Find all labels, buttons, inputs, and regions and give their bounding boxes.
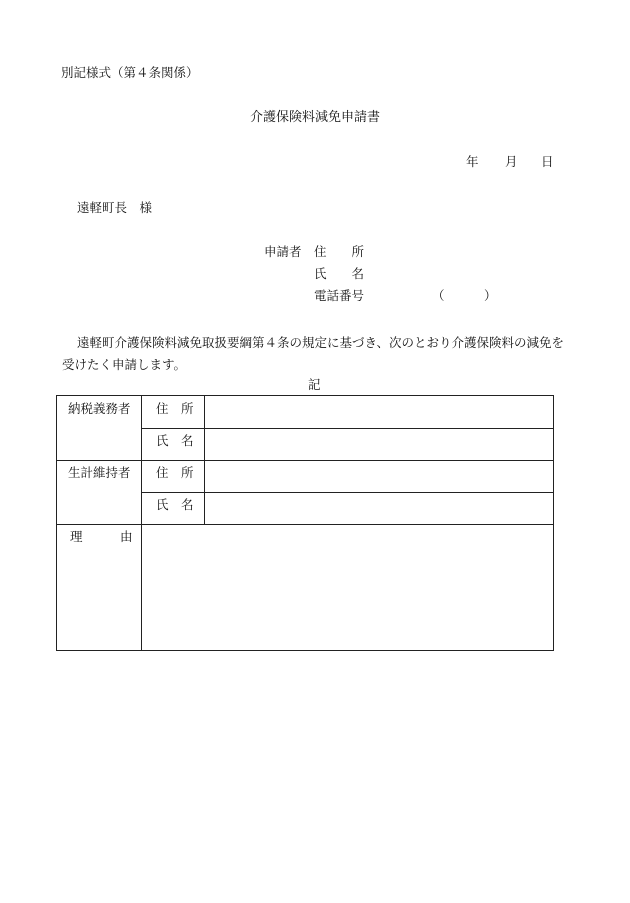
taxpayer-address-label: 住 所 [156,401,194,416]
table-divider-row-2 [57,460,553,461]
taxpayer-label: 納税義務者 [68,401,131,416]
phone-paren-open: （ [432,288,445,303]
taxpayer-name-label: 氏 名 [156,433,194,448]
applicant-address-label: 住 所 [314,244,365,259]
applicant-label: 申請者 [264,244,302,259]
breadwinner-label: 生計維持者 [68,465,131,480]
body-text-line-1: 遠軽町介護保険料減免取扱要綱第４条の規定に基づき、次のとおり介護保険料の減免を [77,335,565,350]
table-divider-row-4 [57,524,553,525]
breadwinner-name-label: 氏 名 [156,497,194,512]
addressee: 遠軽町長 様 [77,200,153,215]
date-year-label: 年 [466,154,479,169]
ki-label: 記 [308,377,321,392]
date-day-label: 日 [541,154,554,169]
applicant-phone-label: 電話番号 [314,288,365,303]
reason-label: 理 由 [70,529,133,544]
breadwinner-address-label: 住 所 [156,465,194,480]
application-form-table [56,395,554,651]
document-title: 介護保険料減免申請書 [250,110,381,125]
phone-paren-close: ） [484,288,497,303]
table-divider-row-3 [141,492,553,493]
applicant-name-label: 氏 名 [314,266,365,281]
table-divider-row-1 [141,428,553,429]
body-text-line-2: 受けたく申請します。 [62,357,187,372]
form-number-label: 別記様式（第４条関係） [61,65,199,80]
date-month-label: 月 [505,154,518,169]
